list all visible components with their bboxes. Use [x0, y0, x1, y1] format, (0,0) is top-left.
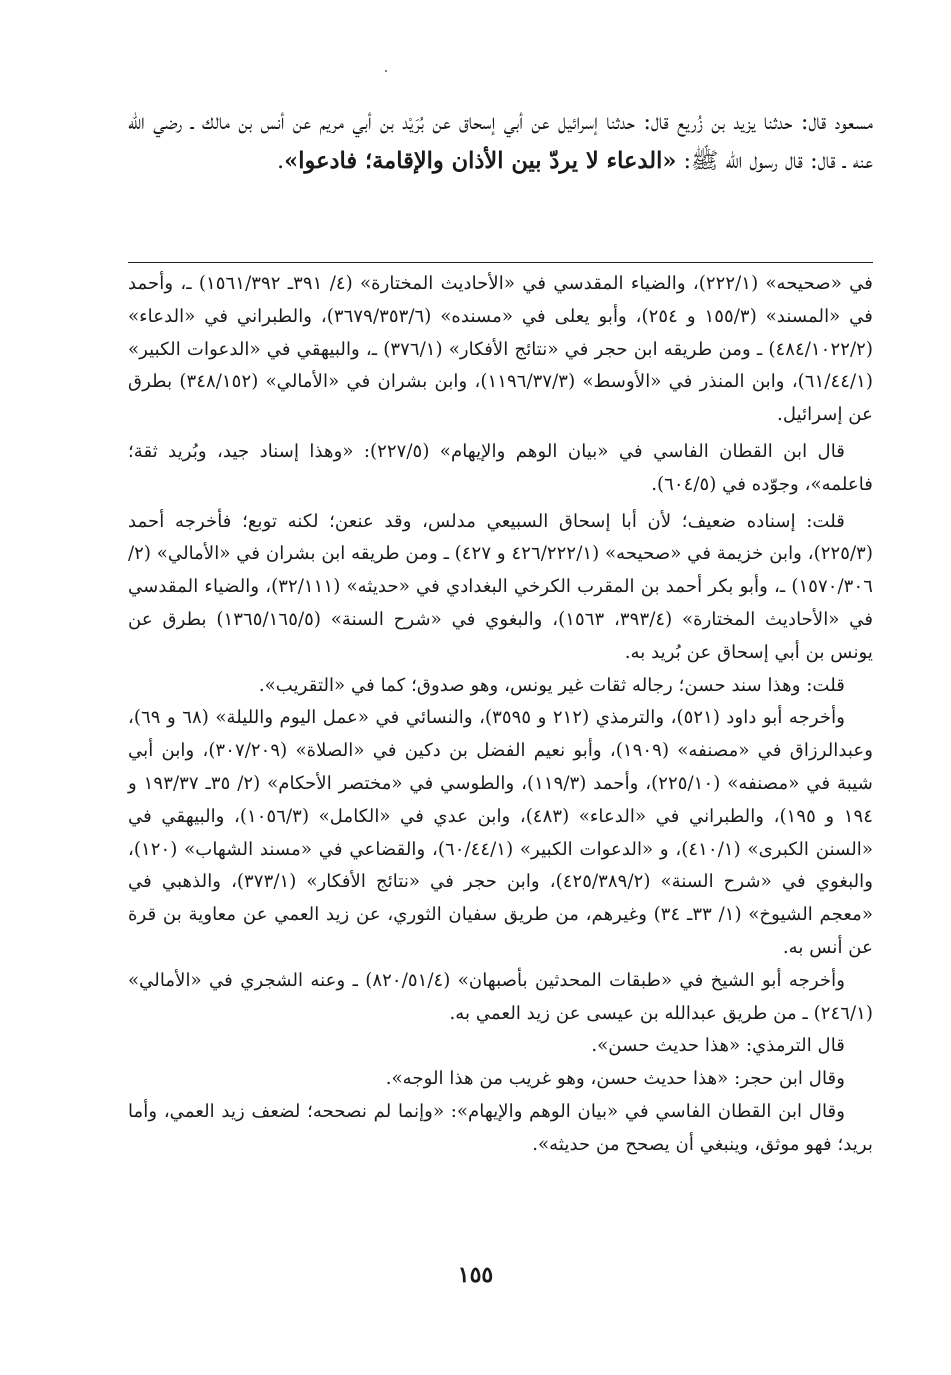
footnotes [128, 268, 873, 1162]
footnote-paragraph-2: قال ابن القطان الفاسي في «بيان الوهم والإيهام» (٢٢٧/٥): «وهذا إسناد جيد، وبُريد ثقة؛ فاعلمه»، وجوّده في (٦٠٤/٥). [128, 440, 873, 495]
footnote-paragraph-1: في «صحيحه» (٢٢٢/١)، والضياء المقدسي في «الأحاديث المختارة» (٤/ ٣٩١ـ ١٥٦١/٣٩٢) ـ، وأحمد في «المسند» (١٥٥/٣ و ٢٥٤)، وأبو يعلى في «مسنده» (٣٦٧٩/٣٥٣/٦)، والطبراني في «الدعاء» (٤٨٤/١٠٢٢/٢) ـ ومن طريقه ابن حجر في «نتائج الأفكار» (٣٧٦/١) ـ، والبيهقي في «الدعوات الكبير» (٦١/٤٤/١)، وابن المنذر في «الأوسط» (١١٩٦/٣٧/٣)، وابن بشران في «الأمالي» (٣٤٨/١٥٢) بطرق عن إسرائيل. [128, 273, 873, 426]
footnote-paragraph-8: وقال ابن حجر: «هذا حديث حسن، وهو غريب من هذا الوجه». [385, 1068, 845, 1090]
page-speck [385, 70, 387, 72]
footnote-paragraph-5: وأخرجه أبو داود (٥٢١)، والترمذي (٢١٢ و ٣٥٩٥)، والنسائي في «عمل اليوم والليلة» (٦٨ و ٦٩)، وعبدالرزاق في «مصنفه» (١٩٠٩)، وأبو نعيم الفضل بن دكين في «الصلاة» (٣٠٧/٢٠٩)، وابن أبي شيبة في «مصنفه» (٢٢٥/١٠)، وأحمد (١١٩/٣)، والطوسي في «مختصر الأحكام» (٢/ ٣٥ـ ١٩٣/٣٧ و ١٩٤ و ١٩٥)، والطبراني في «الدعاء» (٤٨٣)، وابن عدي في «الكامل» (١٠٥٦/٣)، والبيهقي في «السنن الكبرى» (٤١٠/١)، و «الدعوات الكبير» (٦٠/٤٤/١)، والقضاعي في «مسند الشهاب» (١٢٠)، والبغوي في «شرح السنة» (٤٢٥/٣٨٩/٢)، وابن حجر في «نتائج الأفكار» (٣٧٣/١)، والذهبي في «معجم الشيوخ» (١/ ٣٣ـ ٣٤) وغيرهم، من طريق سفيان الثوري، عن زيد العمي عن معاوية بن قرة عن أنس به. [128, 707, 874, 958]
footnote-paragraph-6: وأخرجه أبو الشيخ في «طبقات المحدثين بأصبهان» (٨٢٠/٥١/٤) ـ وعنه الشجري في «الأمالي» (٢٤٦/١) ـ من طريق عبدالله بن عيسى عن زيد العمي به. [128, 969, 873, 1024]
footnote-paragraph-4: قلت: وهذا سند حسن؛ رجاله ثقات غير يونس، وهو صدوق؛ كما في «التقريب». [258, 674, 845, 696]
main-paragraph [128, 103, 873, 181]
footnote-paragraph-9: وقال ابن القطان الفاسي في «بيان الوهم والإيهام»: «وإنما لم نصححه؛ لضعف زيد العمي، وأما بريد؛ فهو موثق، وينبغي أن يصحح من حديثه». [128, 1100, 873, 1155]
hadith-text: «الدعاء لا يردّ بين الأذان والإقامة؛ فادعوا» [284, 148, 677, 174]
main-text-line: مسعود قال: حدثنا يزيد بن زُريع قال: حدثنا إسرائيل عن أبي إسحاق عن بُرَيْد بن أبي مريم عن أنس بن مالك ـ رضي الله عنه ـ قال: قال رسول الله ﷺ: [128, 109, 873, 174]
footnote-separator [128, 262, 873, 263]
main-text [128, 103, 873, 181]
footnote-paragraph-7: قال الترمذي: «هذا حديث حسن». [591, 1035, 845, 1057]
page-number: ١٥٥ [457, 1262, 494, 1288]
footnote-paragraph-3: قلت: إسناده ضعيف؛ لأن أبا إسحاق السبيعي مدلس، وقد عنعن؛ لكنه توبع؛ فأخرجه أحمد (٢٢٥/٣)، وابن خزيمة في «صحيحه» (٤٢٦/٢٢٢/١ و ٤٢٧) ـ ومن طريقه ابن بشران في «الأمالي» (٢/ ١٥٧٠/٣٠٦) ـ، وأبو بكر أحمد بن المقرب الكرخي البغدادي في «حديثه» (٣٢/١١١)، والضياء المقدسي في «الأحاديث المختارة» (٣٩٣/٤، ١٥٦٣)، والبغوي في «شرح السنة» (١٣٦٥/١٦٥/٥) بطرق عن يونس بن أبي إسحاق عن بُريد به. [127, 510, 874, 663]
main-text-end: . [276, 148, 285, 174]
